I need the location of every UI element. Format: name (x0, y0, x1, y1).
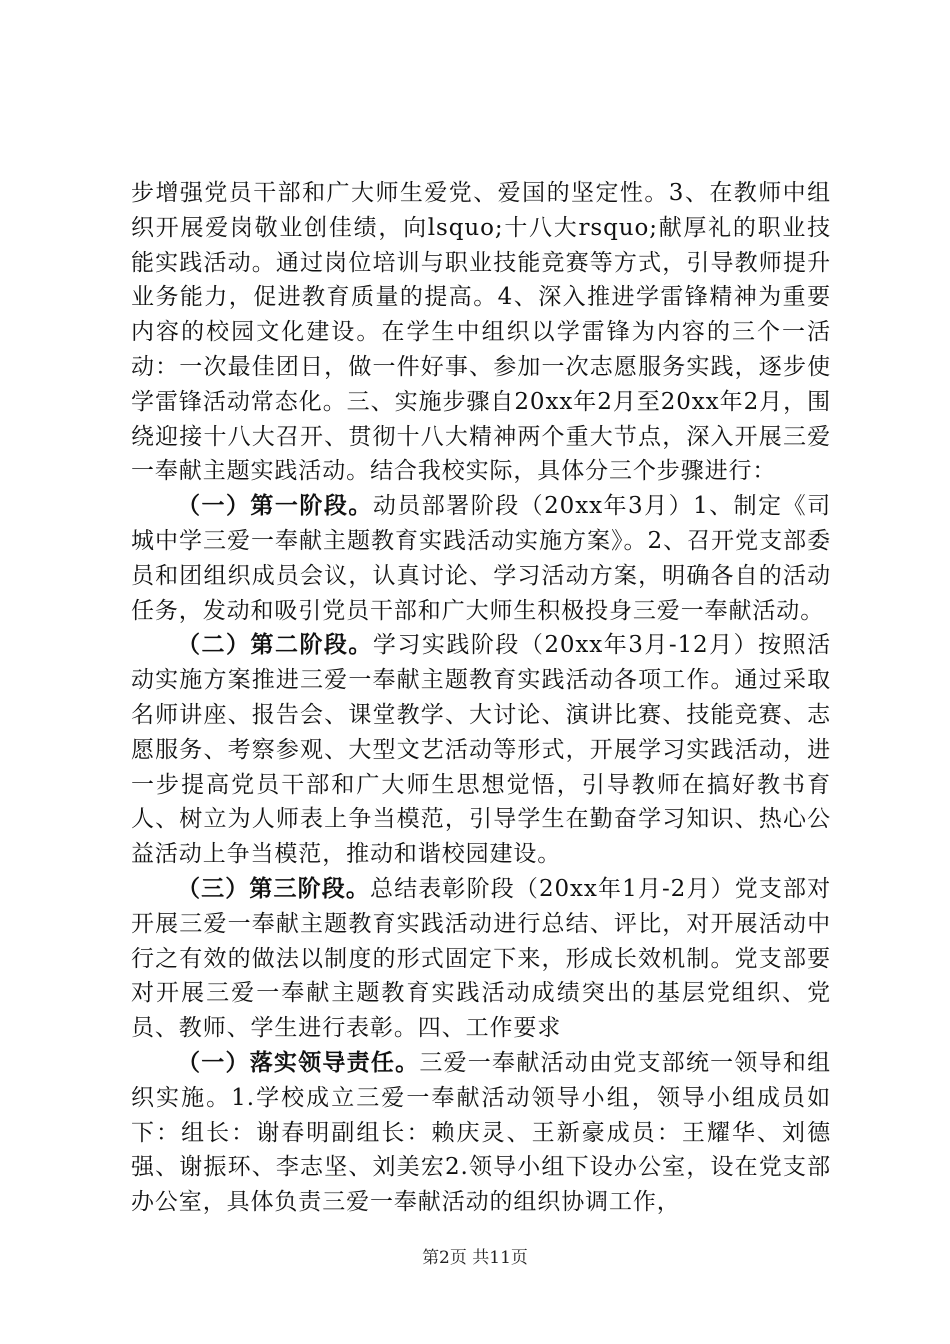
section-heading: （一）落实领导责任。 (177, 1049, 420, 1076)
paragraph-text: 动员部署阶段（20xx年3月）1、制定《司城中学三爱一奉献主题教育实践活动实施方案》。2、召开党支部委员和团组织成员会议，认真讨论、学习活动方案，明确各自的活动任务，发动和吸引党员干部和广大师生积极投身三爱一奉献活动。 (131, 493, 831, 624)
paragraph-leadership (131, 1046, 831, 1220)
paragraph-text: 步增强党员干部和广大师生爱党、爱国的坚定性。3、在教师中组织开展爱岗敬业创佳绩，向lsquo;十八大rsquo;献厚礼的职业技能实践活动。通过岗位培训与职业技能竞赛等方式，引导教师提升业务能力，促进教育质量的提高。4、深入推进学雷锋精神为重要内容的校园文化建设。在学生中组织以学雷锋为内容的三个一活动：一次最佳团日，做一件好事、参加一次志愿服务实践，逐步使学雷锋活动常态化。三、实施步骤自20xx年2月至20xx年2月，围绕迎接十八大召开、贯彻十八大精神两个重大节点，深入开展三爱一奉献主题实践活动。结合我校实际，具体分三个步骤进行： (131, 180, 831, 485)
paragraph-phase-one (131, 489, 831, 628)
paragraph-phase-three (131, 872, 831, 1046)
paragraph-text: 学习实践阶段（20xx年3月-12月）按照活动实施方案推进三爱一奉献主题教育实践活动各项工作。通过采取名师讲座、报告会、课堂教学、大讨论、演讲比赛、技能竞赛、志愿服务、考察参观、大型文艺活动等形式，开展学习实践活动，进一步提高党员干部和广大师生思想觉悟，引导教师在搞好教书育人、树立为人师表上争当模范，引导学生在勤奋学习知识、热心公益活动上争当模范，推动和谐校园建设。 (131, 632, 831, 868)
page-number: 第2页 共11页 (422, 1248, 528, 1268)
section-heading: （二）第二阶段。 (177, 632, 373, 659)
paragraph-text: 总结表彰阶段（20xx年1月-2月）党支部对开展三爱一奉献主题教育实践活动进行总结、评比，对开展活动中行之有效的做法以制度的形式固定下来，形成长效机制。党支部要对开展三爱一奉献主题教育实践活动成绩突出的基层党组织、党员、教师、学生进行表彰。四、工作要求 (131, 875, 831, 1042)
document-body (131, 176, 831, 1220)
page-footer (0, 1243, 950, 1268)
paragraph-intro (131, 176, 831, 489)
section-heading: （一）第一阶段。 (177, 493, 373, 520)
paragraph-text: 三爱一奉献活动由党支部统一领导和组织实施。1.学校成立三爱一奉献活动领导小组，领导小组成员如下：组长：谢春明副组长：赖庆灵、王新豪成员：王耀华、刘德强、谢振环、李志坚、刘美宏2.领导小组下设办公室，设在党支部办公室，具体负责三爱一奉献活动的组织协调工作， (131, 1049, 831, 1216)
paragraph-phase-two (131, 628, 831, 872)
section-heading: （三）第三阶段。 (177, 875, 371, 902)
